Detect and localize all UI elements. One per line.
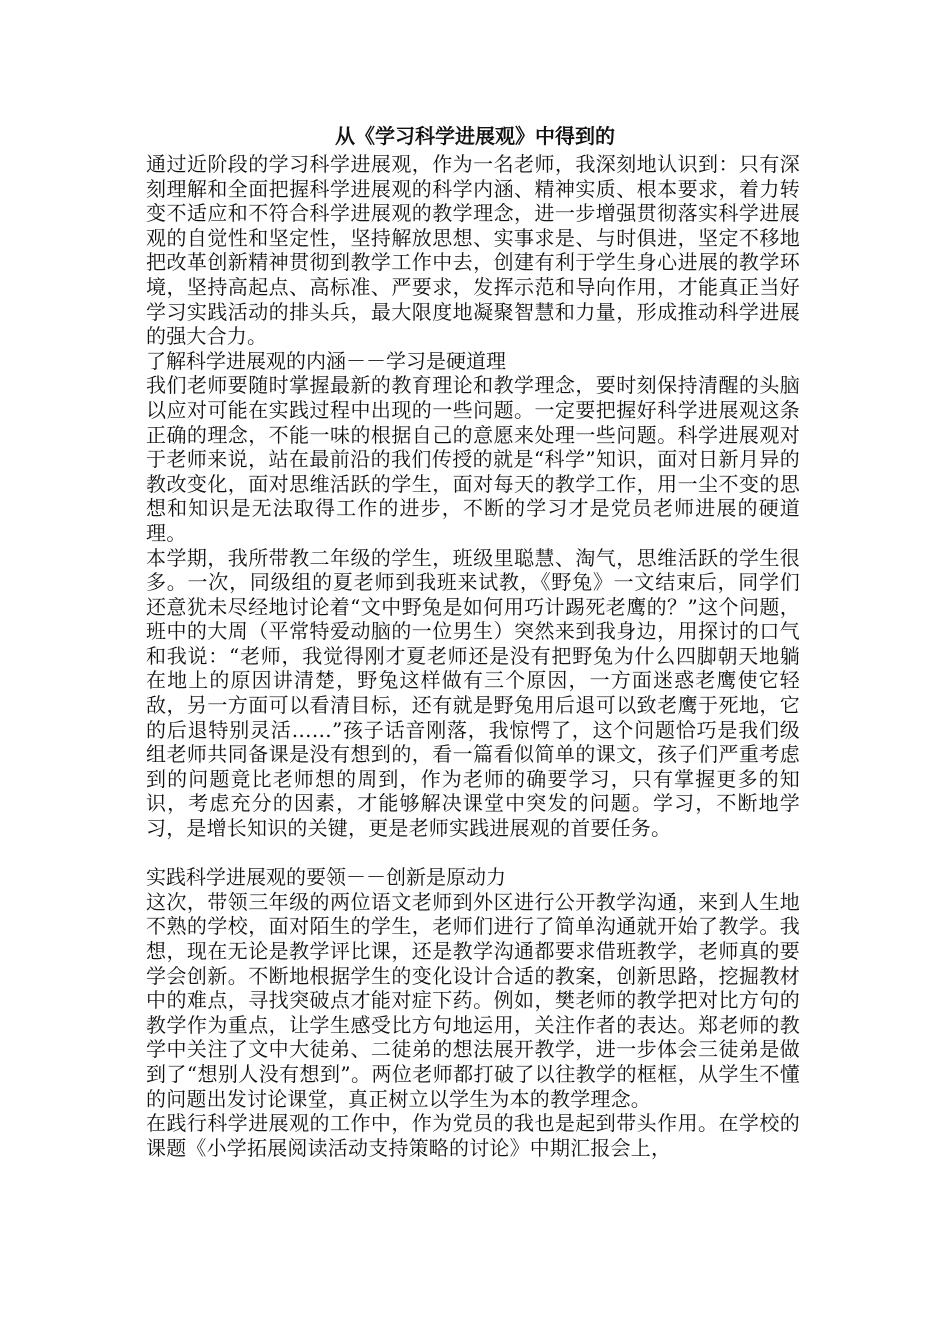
paragraph-practice: 在践行科学进展观的工作中，作为党员的我也是起到带头作用。在学校的课题《小学拓展阅读活动支持策略的讨论》中期汇报会上， <box>146 1111 800 1160</box>
paragraph-study: 我们老师要随时掌握最新的教育理论和教学理念，要时刻保持清醒的头脑以应对可能在实践过程中出现的一些问题。一定要把握好科学进展观这条正确的理念，不能一味的根据自己的意愿来处理一些问题。科学进展观对于老师来说，站在最前沿的我们传授的就是“科学”知识，面对日新月异的教改变化，面对思维活跃的学生，面对每天的教学工作，用一尘不变的思想和知识是无法取得工作的进步，不断的学习才是党员老师进展的硬道理。 <box>146 373 800 545</box>
paragraph-innovation: 这次，带领三年级的两位语文老师到外区进行公开教学沟通，来到人生地不熟的学校，面对陌生的学生，老师们进行了简单沟通就开始了教学。我想，现在无论是教学评比课，还是教学沟通都要求借班教学，老师真的要学会创新。不断地根据学生的变化设计合适的教案，创新思路，挖掘教材中的难点，寻找突破点才能对症下药。例如，樊老师的教学把对比方句的教学作为重点，让学生感受比方句地运用，关注作者的表达。郑老师的教学中关注了文中大徒弟、二徒弟的想法展开教学，进一步体会三徒弟是做到了“想别人没有想到”。两位老师都打破了以往教学的框框，从学生不懂的问题出发讨论课堂，真正树立以学生为本的教学理念。 <box>146 889 800 1111</box>
document-title: 从《学习科学进展观》中得到的 <box>335 124 615 148</box>
section-heading-innovation: 实践科学进展观的要领－－创新是原动力 <box>146 865 506 890</box>
section-heading-study: 了解科学进展观的内涵－－学习是硬道理 <box>146 348 506 373</box>
blank-line <box>146 841 800 866</box>
paragraph-intro: 通过近阶段的学习科学进展观，作为一名老师，我深刻地认识到：只有深刻理解和全面把握科学进展观的科学内涵、精神实质、根本要求，着力转变不适应和不符合科学进展观的教学理念，进一步增强贯彻落实科学进展观的自觉性和坚定性，坚持解放思想、实事求是、与时俱进，坚定不移地把改革创新精神贯彻到教学工作中去，创建有利于学生身心进展的教学环境，坚持高起点、高标准、严要求，发挥示范和导向作用，才能真正当好学习实践活动的排头兵，最大限度地凝聚智慧和力量，形成推动科学进展的强大合力。 <box>146 152 800 349</box>
paragraph-anecdote: 本学期，我所带教二年级的学生，班级里聪慧、淘气，思维活跃的学生很多。一次，同级组的夏老师到我班来试教，《野兔》一文结束后，同学们还意犹未尽经地讨论着“文中野兔是如何用巧计踢死老鹰的？”这个问题，班中的大周（平常特爱动脑的一位男生）突然来到我身边，用探讨的口气和我说：“老师，我觉得刚才夏老师还是没有把野兔为什么四脚朝天地躺在地上的原因讲清楚，野兔这样做有三个原因，一方面迷惑老鹰使它轻敌，另一方面可以看清目标，还有就是野兔用后退可以致老鹰于死地，它的后退特别灵活……”孩子话音刚落，我惊愕了，这个问题恰巧是我们级组老师共同备课是没有想到的，看一篇看似简单的课文，孩子们严重考虑到的问题竟比老师想的周到，作为老师的确要学习，只有掌握更多的知识，考虑充分的因素，才能够解决课堂中突发的问题。学习，不断地学习，是增长知识的关键，更是老师实践进展观的首要任务。 <box>146 545 800 841</box>
